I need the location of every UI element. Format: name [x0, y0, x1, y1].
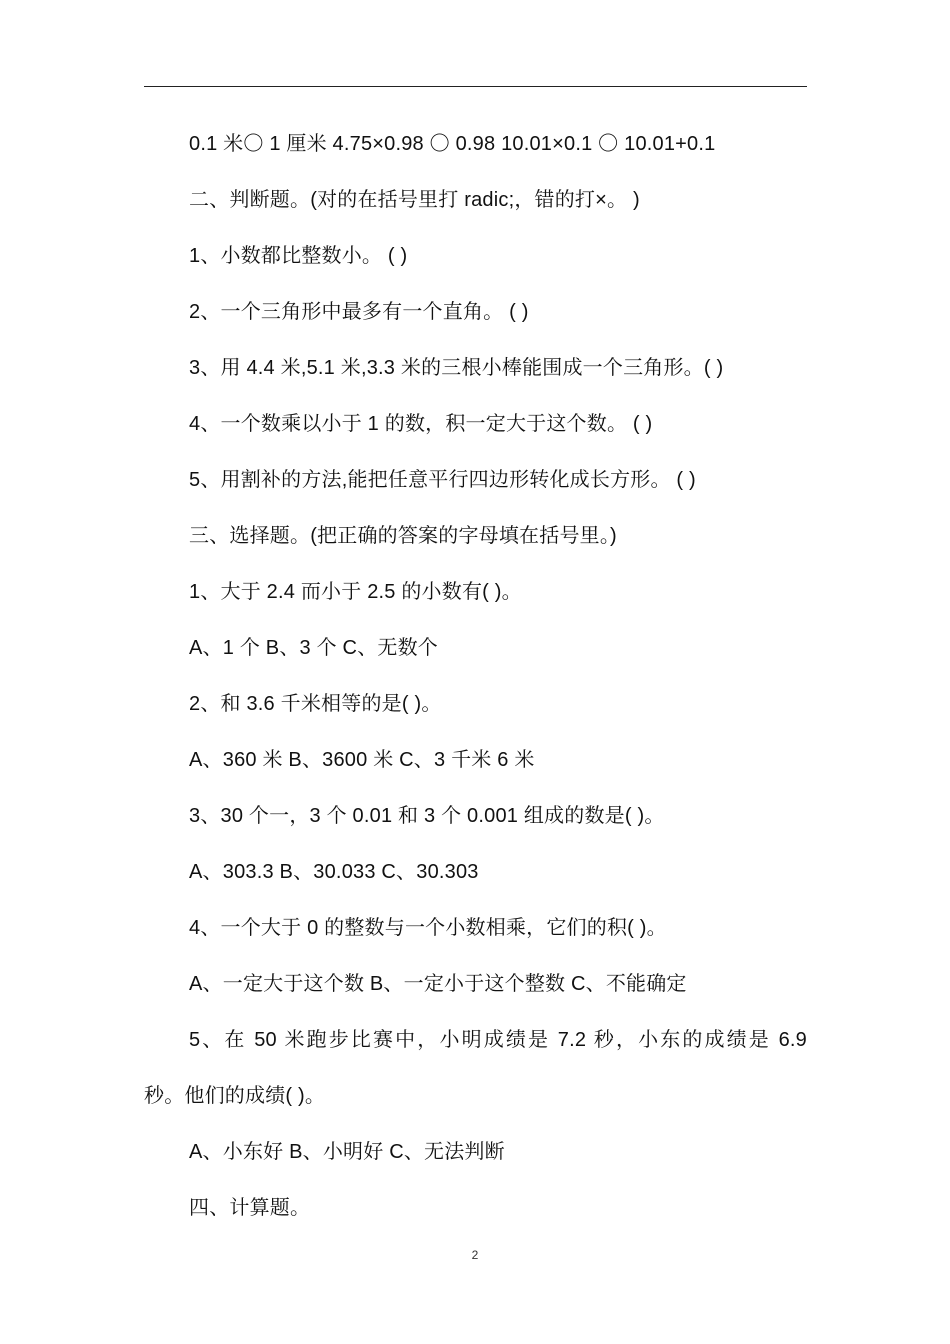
comparison-line: 0.1 米〇 1 厘米 4.75×0.98 〇 0.98 10.01×0.1 〇 10.01+0.1: [189, 133, 716, 155]
choice-question-4: 4、一个大于 0 的整数与一个小数相乘，它们的积( )。: [189, 917, 667, 939]
section-heading-choice: 三、选择题。(把正确的答案的字母填在括号里。): [189, 525, 617, 547]
judgement-item-2: 2、一个三角形中最多有一个直角。 ( ): [189, 301, 529, 323]
choice-options-3: A、303.3 B、30.033 C、30.303: [189, 861, 479, 883]
choice-options-2: A、360 米 B、3600 米 C、3 千米 6 米: [189, 749, 535, 771]
judgement-item-1: 1、小数都比整数小。 ( ): [189, 245, 408, 267]
section-heading-calculation: 四、计算题。: [189, 1197, 311, 1219]
judgement-item-4: 4、一个数乘以小于 1 的数，积一定大于这个数。 ( ): [189, 413, 653, 435]
choice-options-4: A、一定大于这个数 B、一定小于这个整数 C、不能确定: [189, 973, 687, 995]
section-heading-judgement: 二、判断题。(对的在括号里打 radic;，错的打×。 ): [189, 189, 640, 211]
choice-question-5-continued: 秒。他们的成绩( )。: [144, 1085, 326, 1107]
choice-question-2: 2、和 3.6 千米相等的是( )。: [189, 693, 442, 715]
choice-question-3: 3、30 个一，3 个 0.01 和 3 个 0.001 组成的数是( )。: [189, 805, 665, 827]
choice-options-1: A、1 个 B、3 个 C、无数个: [189, 637, 438, 659]
header-rule: [144, 86, 807, 87]
document-body: [144, 116, 807, 1236]
choice-question-5: 5、在 50 米跑步比赛中，小明成绩是 7.2 秒，小东的成绩是 6.9: [189, 1029, 807, 1051]
judgement-item-3: 3、用 4.4 米,5.1 米,3.3 米的三根小棒能围成一个三角形。( ): [189, 357, 724, 379]
page-number: 2: [471, 1248, 479, 1262]
choice-options-5: A、小东好 B、小明好 C、无法判断: [189, 1141, 505, 1163]
judgement-item-5: 5、用割补的方法,能把任意平行四边形转化成长方形。 ( ): [189, 469, 696, 491]
choice-question-1: 1、大于 2.4 而小于 2.5 的小数有( )。: [189, 581, 522, 603]
